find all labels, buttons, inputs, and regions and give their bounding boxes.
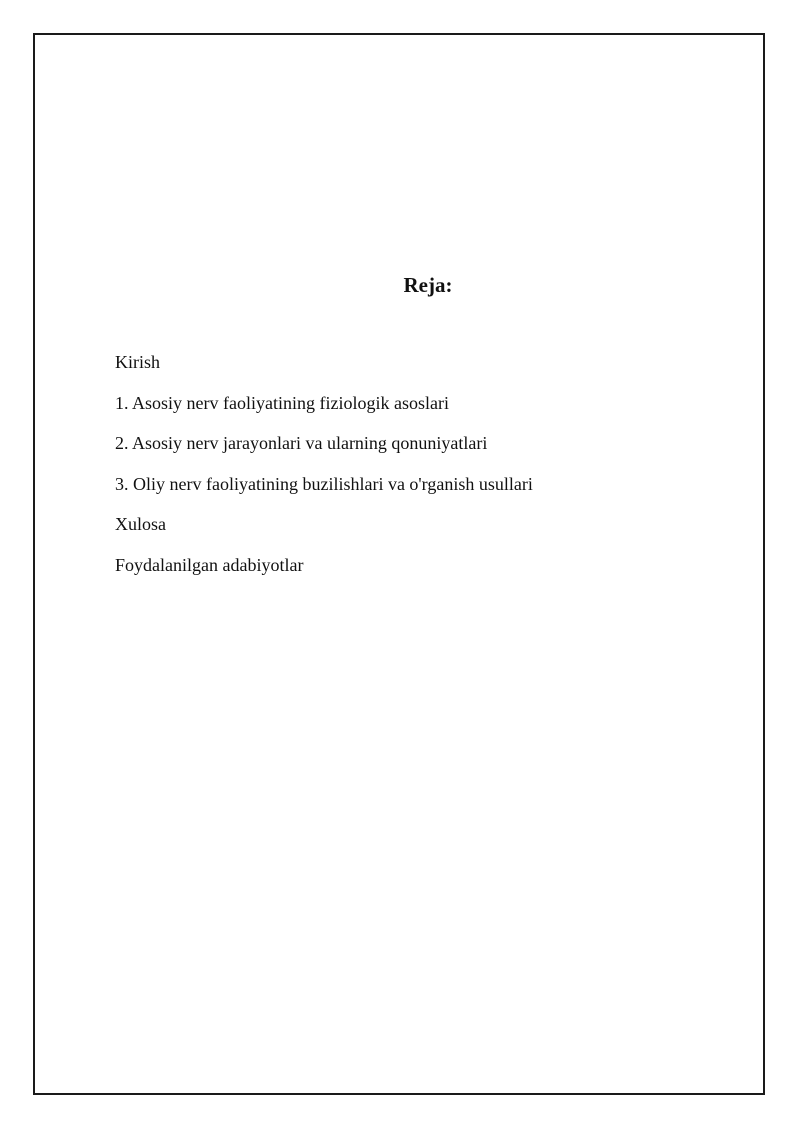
- plan-item-2: 2. Asosiy nerv jarayonlari va ularning qonuniyatlari: [115, 433, 488, 453]
- plan-item-conclusion: Xulosa: [115, 514, 166, 534]
- plan-item-introduction: Kirish: [115, 352, 160, 372]
- plan-item-references: Foydalanilgan adabiyotlar: [115, 554, 304, 575]
- page-title: Reja:: [403, 273, 453, 297]
- plan-item-3: 3. Oliy nerv faoliyatining buzilishlari va o'rganish usullari: [115, 473, 533, 494]
- plan-list: [115, 350, 533, 593]
- plan-item-1: 1. Asosiy nerv faoliyatining fiziologik asoslari: [115, 392, 449, 413]
